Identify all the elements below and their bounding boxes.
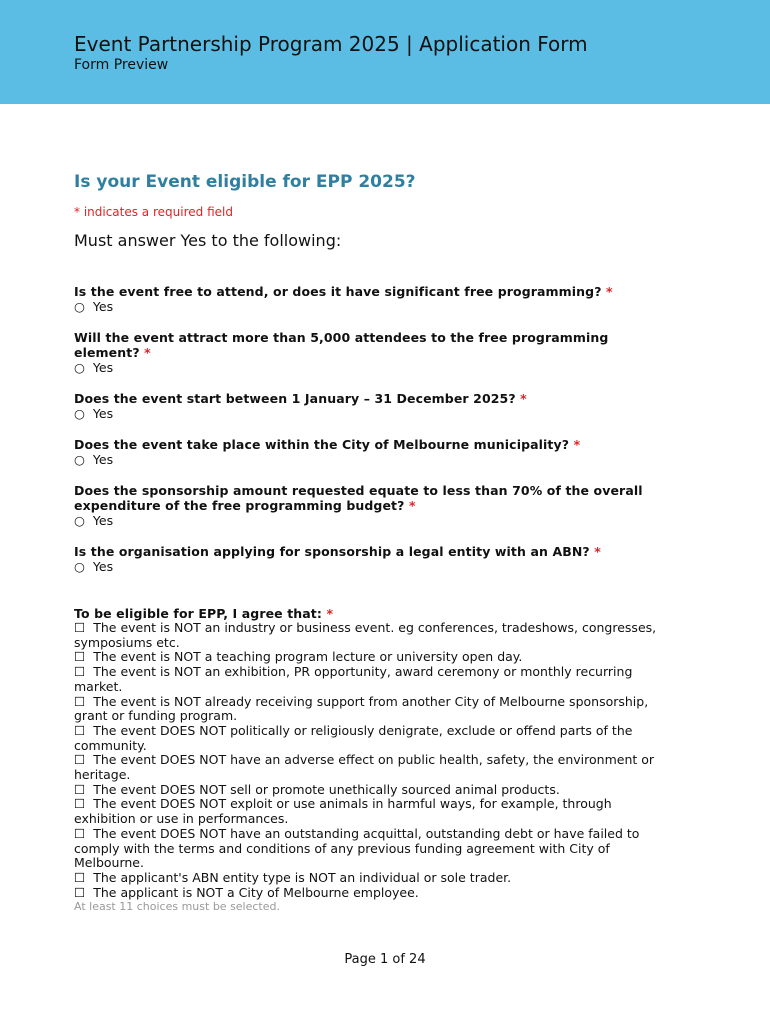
checkbox-icon[interactable]: ☐ [74, 825, 86, 841]
checkbox-option[interactable] [74, 695, 674, 724]
checkbox-icon[interactable]: ☐ [74, 796, 86, 812]
agreement-label [74, 606, 674, 621]
checkbox-option[interactable] [74, 650, 674, 665]
required-asterisk: * [144, 345, 151, 360]
checkbox-icon[interactable]: ☐ [74, 884, 86, 900]
checkbox-icon[interactable]: ☐ [74, 752, 86, 768]
required-asterisk: * [326, 606, 334, 621]
option-label: Yes [92, 299, 114, 314]
question [74, 391, 674, 421]
required-note: * indicates a required field [74, 205, 233, 219]
option-label: Yes [92, 360, 114, 375]
question-label [74, 544, 674, 559]
question-text: Does the sponsorship amount requested equate to less than 70% of the overall expenditure of the free programming budget? [74, 483, 643, 513]
question-label [74, 391, 674, 406]
radio-option-yes[interactable] [74, 559, 674, 574]
page-subtitle: Form Preview [74, 57, 169, 73]
checkbox-option[interactable] [74, 783, 674, 798]
radio-option-yes[interactable] [74, 406, 674, 421]
eligibility-agreement [74, 606, 674, 914]
option-label: Yes [92, 513, 114, 528]
checkbox-icon[interactable]: ☐ [74, 664, 86, 680]
section-title: Is your Event eligible for EPP 2025? [74, 172, 416, 192]
checkbox-icon[interactable]: ☐ [74, 869, 86, 885]
radio-icon[interactable]: ○ [74, 452, 85, 467]
form-header [0, 0, 770, 104]
checkbox-label: The event is NOT an exhibition, PR opportunity, award ceremony or monthly recurring market. [74, 664, 633, 694]
checkbox-option[interactable] [74, 753, 674, 782]
question [74, 437, 674, 467]
checkbox-label: The event DOES NOT have an outstanding acquittal, outstanding debt or have failed to comply with the terms and conditions of any previous funding agreement with City of Melbourne. [74, 825, 640, 871]
checkbox-icon[interactable]: ☐ [74, 781, 86, 797]
checkbox-label: The applicant's ABN entity type is NOT an individual or sole trader. [93, 869, 512, 885]
required-asterisk: * [594, 544, 601, 559]
question-text: Is the event free to attend, or does it have significant free programming? [74, 284, 602, 299]
checkbox-icon[interactable]: ☐ [74, 649, 86, 665]
question-label [74, 437, 674, 452]
required-asterisk: * [606, 284, 613, 299]
radio-option-yes[interactable] [74, 452, 674, 467]
required-asterisk: * [408, 498, 416, 513]
validation-hint: At least 11 choices must be selected. [74, 900, 280, 914]
checkbox-label: The event is NOT already receiving support from another City of Melbourne sponsorship, grant or funding program. [74, 693, 649, 724]
question-text: Will the event attract more than 5,000 attendees to the free programming element? [74, 330, 609, 360]
checkbox-icon[interactable]: ☐ [74, 693, 86, 709]
radio-icon[interactable]: ○ [74, 406, 85, 421]
checkbox-label: The event DOES NOT have an adverse effect on public health, safety, the environment or heritage. [74, 752, 655, 783]
checkbox-option[interactable] [74, 827, 674, 871]
checkbox-label: The event DOES NOT sell or promote unethically sourced animal products. [93, 781, 560, 797]
question-label [74, 284, 674, 299]
checkbox-list [74, 621, 674, 900]
page-title: Event Partnership Program 2025 | Application Form [74, 32, 588, 56]
radio-icon[interactable]: ○ [74, 513, 85, 528]
radio-icon[interactable]: ○ [74, 559, 85, 574]
question-label [74, 483, 674, 513]
checkbox-label: The applicant is NOT a City of Melbourne employee. [93, 884, 419, 900]
question [74, 284, 674, 314]
radio-option-yes[interactable] [74, 513, 674, 528]
question [74, 330, 674, 375]
question-label [74, 330, 674, 360]
radio-icon[interactable]: ○ [74, 299, 85, 314]
checkbox-label: The event DOES NOT politically or religiously denigrate, exclude or offend parts of the community. [74, 722, 633, 753]
checkbox-option[interactable] [74, 871, 674, 886]
checkbox-label: The event DOES NOT exploit or use animals in harmful ways, for example, through exhibition or use in performances. [74, 796, 612, 827]
checkbox-label: The event is NOT an industry or business event. eg conferences, tradeshows, congresses, symposiums etc. [74, 620, 657, 650]
question [74, 483, 674, 528]
required-asterisk: * [573, 437, 581, 452]
checkbox-option[interactable] [74, 886, 674, 901]
question-text: Does the event start between 1 January – 31 December 2025? [74, 391, 516, 406]
agreement-text: To be eligible for EPP, I agree that: [74, 606, 322, 621]
checkbox-option[interactable] [74, 665, 674, 694]
question-text: Is the organisation applying for sponsorship a legal entity with an ABN? [74, 544, 590, 559]
checkbox-icon[interactable]: ☐ [74, 620, 86, 635]
required-asterisk: * [520, 391, 527, 406]
radio-option-yes[interactable] [74, 299, 674, 314]
option-label: Yes [92, 559, 114, 574]
radio-icon[interactable]: ○ [74, 360, 85, 375]
option-label: Yes [92, 452, 114, 467]
checkbox-option[interactable] [74, 621, 674, 650]
checkbox-option[interactable] [74, 724, 674, 753]
page-number: Page 1 of 24 [344, 952, 426, 967]
question [74, 544, 674, 574]
checkbox-label: The event is NOT a teaching program lecture or university open day. [93, 649, 523, 665]
radio-option-yes[interactable] [74, 360, 674, 375]
option-label: Yes [92, 406, 114, 421]
question-list [74, 284, 674, 574]
form-content [74, 170, 674, 914]
section-intro: Must answer Yes to the following: [74, 231, 342, 250]
checkbox-option[interactable] [74, 797, 674, 826]
question-text: Does the event take place within the City of Melbourne municipality? [74, 437, 570, 452]
checkbox-icon[interactable]: ☐ [74, 722, 86, 738]
